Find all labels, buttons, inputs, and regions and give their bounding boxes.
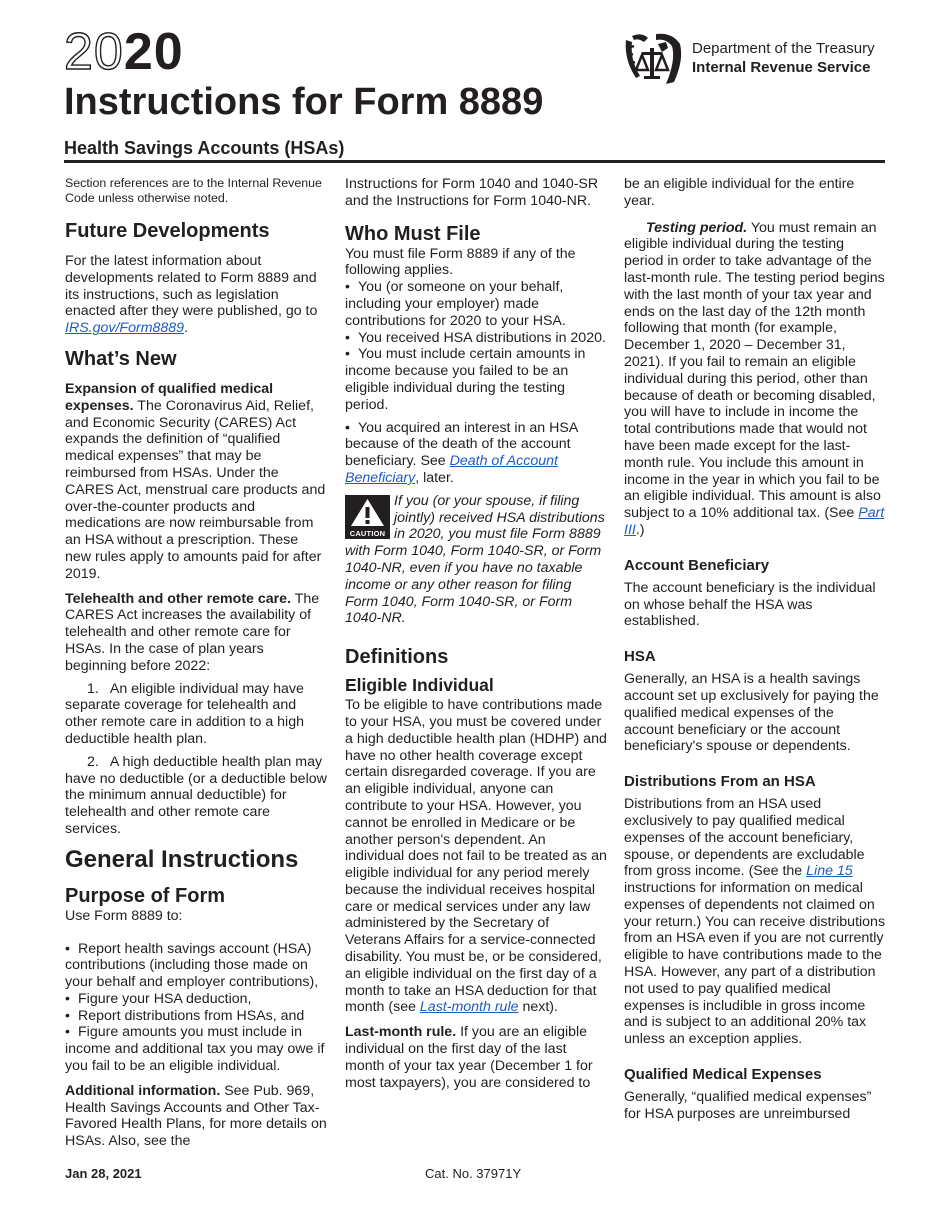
caution-icon: CAUTION [345,495,390,539]
column-3 [624,176,886,1129]
heading-future-developments: Future Developments [65,220,270,242]
purpose-item: • Figure amounts you must include in income and additional tax you may owe if you fail to be an eligible individual. [65,1024,327,1074]
eligible-paragraph: To be eligible to have contributions made to your HSA, you must be covered under a high deductible health plan (HDHP) and have no other health coverage except certain disregarded coverage. If you are an eligible individual, anyone can contribute to your HSA. However, you cannot be enrolled in Medicare or be another person's dependent. An individual does not fail to be treated as an eligible individual for any period merely because the individual receives hospital care or medical services under any law administered by the Secretary of Veterans Affairs for a service-connected disability. You must be, or be considered, an eligible individual on the first day of a month to take an HSA deduction for that month (see Last-month rule next). [345,697,607,1016]
purpose-intro: Use Form 8889 to: [65,907,183,924]
runin-last-month-rule: Last-month rule. [345,1024,457,1041]
who-item: • You must include certain amounts in income because you failed to be an eligible individual during the testing period. [345,346,607,413]
year-solid-digits: 20 [123,23,184,81]
heading-who-must-file: Who Must File [345,222,481,245]
who-item: • You received HSA distributions in 2020. [345,330,607,347]
telehealth-item-2: 2. A high deductible health plan may have no deductible (or a deductible below the minimum annual deductible) for telehealth and other remote care services. [65,753,331,837]
telehealth-item-1: 1. An eligible individual may have separate coverage for telehealth and other remote care in addition to a high deductible health plan. [65,680,308,747]
page-subtitle: Health Savings Accounts (HSAs) [64,138,345,158]
telehealth-paragraph: Telehealth and other remote care. The CARES Act increases the availability of telehealth and other remote care for HSAs. In the case of plan years beginning before 2022: [65,590,320,674]
column-2 [345,176,607,1097]
beneficiary-text: The account beneficiary is the individual on whose behalf the HSA was established. [624,579,876,630]
distributions-text: Distributions from an HSA used exclusively to pay qualified medical expenses of the account beneficiary, spouse, or dependents are excludable from gross income. (See the Line 15 instructions for information on medical expenses of dependents not claimed on your return.) You can receive distributions from an HSA even if you are not currently eligible to have contributions made to the HSA. However, any part of a distribution not used to pay qualified medical expenses is includible in gross income and is subject to an additional 20% tax unless an exception applies. [624,796,886,1048]
runin-expansion: Expansion of qualified medical expenses. [65,380,274,414]
purpose-list [65,941,327,1075]
section-references-note: Section references are to the Internal Revenue Code unless otherwise noted. [65,176,322,205]
who-intro: You must file Form 8889 if any of the following applies. [345,245,576,279]
caution-note [345,493,607,627]
heading-definitions: Definitions [345,646,449,669]
link-irs-form8889[interactable]: IRS.gov/Form8889 [65,320,185,337]
last-month-rule-paragraph: Last-month rule. If you are an eligible individual on the first day of the last month of your tax year (December 1 for most taxpayers), you are considered to [345,1024,593,1091]
heading-hsa: HSA [624,648,656,666]
runin-testing-period: Testing period. [646,219,748,236]
heading-whats-new: What’s New [65,347,177,370]
runin-telehealth: Telehealth and other remote care. [65,590,292,607]
future-developments-text: For the latest information about developments related to Form 8889 and its instructions, such as legislation enacted after they were published, go to IRS.gov/Form8889. [65,253,318,337]
link-line-15[interactable]: Line 15 [806,863,853,880]
heading-account-beneficiary: Account Beneficiary [624,556,770,574]
column-1 [65,176,331,1156]
heading-eligible-individual: Eligible Individual [345,675,494,696]
who-item: • You (or someone on your behalf, including your employer) made contributions for 2020 to your HSA. [345,279,607,329]
who-list [345,279,607,487]
irs-eagle-logo-icon [622,30,686,86]
caution-text: If you (or your spouse, if filing jointly) received HSA distributions in 2020, you must file Form 8889 with Form 1040, Form 1040-SR, or Form 1040-NR, even if you have no taxable income or any other reason for filing Form 1040, Form 1040-SR, or Form 1040-NR. [345,492,605,627]
agency-block [622,30,875,86]
heading-general-instructions: General Instructions [65,845,299,873]
year-outline-digits: 20 [64,23,124,81]
link-part-iii[interactable]: Part III [624,505,885,538]
agency-department: Department of the Treasury [692,40,875,57]
hsa-text: Generally, an HSA is a health savings account set up exclusively for paying the qualified medical expenses of the account beneficiary or the account beneficiary's spouse or dependents. [624,671,879,755]
expansion-paragraph: Expansion of qualified medical expenses. The Coronavirus Aid, Relief, and Economic Security (CARES) Act expands the definition of “qualified medical expenses” that may be reimbursed from HSAs. Under the CARES Act, menstrual care products and over-the-counter products and medications are now reimbursable from an HSA without a prescription. These new rules apply to amounts paid for after 2019. [65,380,326,582]
header-divider [64,160,885,163]
agency-irs: Internal Revenue Service [692,59,871,76]
continued-text: Instructions for Form 1040 and 1040-SR and the Instructions for Form 1040-NR. [345,176,599,209]
runin-additional-info: Additional information. [65,1082,221,1099]
page-title: Instructions for Form 8889 [64,81,544,123]
heading-purpose-of-form: Purpose of Form [65,884,226,907]
heading-distributions: Distributions From an HSA [624,773,816,791]
qme-text: Generally, “qualified medical expenses” for HSA purposes are unreimbursed [624,1089,872,1122]
additional-info-paragraph: Additional information. See Pub. 969, Health Savings Accounts and Other Tax-Favored Health Plans, for more details on HSAs. Also, see the [65,1082,327,1150]
continued-text: be an eligible individual for the entire year. [624,176,855,209]
who-item: • You acquired an interest in an HSA because of the death of the account beneficiary. See Death of Account Beneficiary, later. [345,420,607,487]
purpose-item: • Report distributions from HSAs, and [65,1008,327,1025]
purpose-item: • Figure your HSA deduction, [65,991,327,1008]
catalog-number: Cat. No. 37971Y [425,1166,522,1181]
purpose-item: • Report health savings account (HSA) contributions (including those made on your behalf and employer contributions), [65,941,327,991]
link-last-month-rule[interactable]: Last-month rule [419,999,519,1016]
heading-qualified-medical-expenses: Qualified Medical Expenses [624,1066,822,1084]
revision-date: Jan 28, 2021 [65,1166,142,1181]
link-death-of-account-beneficiary[interactable]: Death of Account Beneficiary [345,453,558,486]
form-year [64,23,184,81]
testing-period-paragraph: Testing period. You must remain an eligible individual during the testing period in order to take advantage of the last-month rule. The testing period begins with the last month of your tax year and ends on the last day of the 12th month following that month (for example, December 1, 2020 – December 31, 2021). If you fail to remain an eligible individual during this period, other than because of death or becoming disabled, you will have to include in income the total contributions made that would not have been made except for the last-month rule. You include this amount in income in the year in which you fail to be an eligible individual. This amount is also subject to a 10% additional tax. (See Part III.) [624,219,885,538]
